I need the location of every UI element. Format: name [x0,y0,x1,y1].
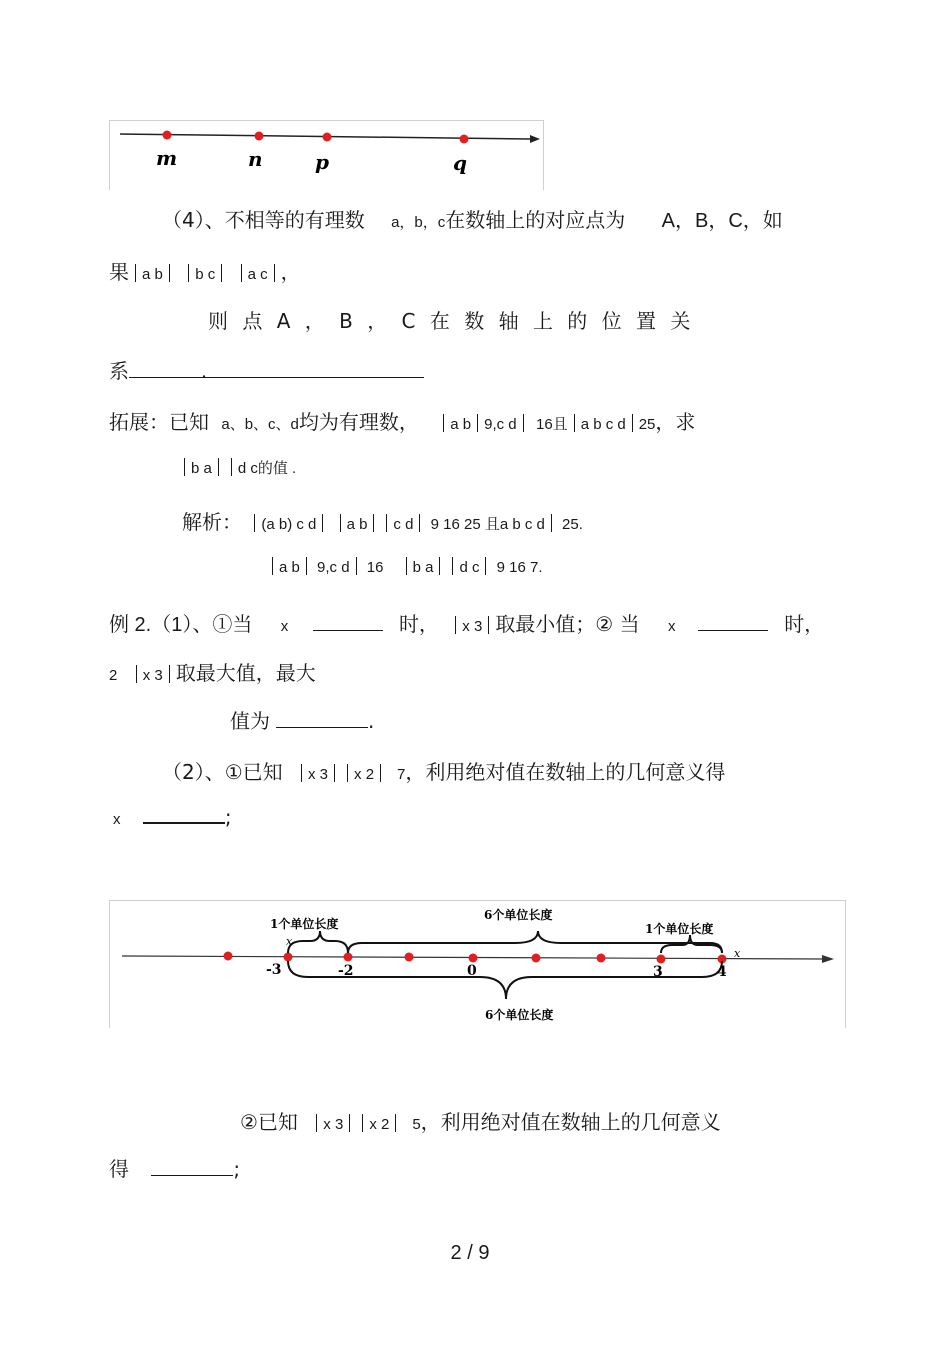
sol-expr-4: 9 16 25 且 [430,516,500,533]
part2-line1 [162,756,725,785]
part3-semi: ; [233,1157,241,1181]
part3-blank[interactable] [151,1175,233,1176]
ex2-max: 取最大值，最大 [175,661,316,685]
ext-line2 [178,457,296,478]
dot-1 [532,954,541,963]
ex2-abs-1: x 3 [462,618,483,635]
q4-cond-2: b c [195,266,216,283]
point-q [460,135,469,144]
sol-label: 解析： [182,510,242,534]
sol2-result: 9 16 7. [496,559,543,576]
label-6-units-bottom: 6个单位长度 [485,1008,554,1022]
tick-minus-3: -3 [266,962,282,978]
ex2-dot: . [368,709,375,733]
part2-line2 [113,805,232,829]
dot-minus-3 [284,953,293,962]
ex2-x-2: x [667,618,676,635]
ex2-line3 [230,705,374,734]
ext-ask: ，求 [655,410,696,434]
ex2-line2 [109,657,316,686]
q4-comma: ， [280,260,301,284]
tick-0: 0 [467,963,477,979]
q4-xi: 系 [109,359,129,383]
dot-minus-1 [405,953,414,962]
ext-line1 [109,406,695,435]
part3-val: 5 [412,1116,421,1133]
q4-points: A，B，C，如 [661,210,783,232]
label-p: p [315,150,329,174]
part2-x: x [113,811,121,828]
ex2-blank-3[interactable] [276,727,368,728]
part3-suffix: ，利用绝对值在数轴上的几何意义 [420,1110,721,1134]
part3-expr-1: x 3 [323,1116,344,1133]
ext-expr-3: a b c d [580,416,626,433]
sol-expr-6: 25. [562,516,583,533]
ex2-min: 取最小值；② 当 [495,612,640,636]
sol-expr-1: (a b) c d [261,516,317,533]
ext-val-3: 25 [638,416,656,433]
sol-line2 [266,557,543,576]
part2-expr-1: x 3 [308,766,329,783]
q4-line1 [162,204,783,233]
ext-q-end: 的值 . [257,460,297,477]
sol2-expr-2: c d [329,559,350,576]
sol2-expr-1: a b [279,559,300,576]
ext-q-expr-2: d c [237,460,258,477]
dot-3 [657,955,666,964]
q4-cond-3: a c [247,266,268,283]
ex2-blank-1[interactable] [313,630,383,631]
sol2-expr-3: b a [412,559,434,576]
ext-expr-2: c d [496,416,517,433]
q4-answer-blank-2[interactable] [279,377,424,378]
ex2-abs-2: x 3 [142,667,163,684]
sol-expr-2: a b [346,516,368,533]
part3-line1 [240,1106,721,1135]
ext-vars: a、b、c、d [221,416,299,433]
label-6-units-top: 6个单位长度 [484,908,553,922]
ex2-blank-2[interactable] [698,630,768,631]
ex2-x-1: x [280,618,289,635]
sol-line1 [182,506,583,535]
number-line-svg [110,121,543,189]
part2-blank[interactable] [143,822,225,824]
page-number: 2 / 9 [450,1242,490,1264]
tick-minus-2: -2 [338,963,354,979]
x-label-right: x [734,947,741,960]
braces-diagram-svg [110,901,845,1027]
sol-expr-3: c d [393,516,414,533]
ext-prefix: 拓展：已知 [109,410,209,434]
part3-prefix: ②已知 [240,1110,298,1134]
ex2-line1 [109,608,824,637]
x-label-left: x [286,935,293,948]
ex2-shi-2: 时， [784,612,825,636]
tick-3: 3 [653,964,663,980]
figure-number-line-mnpq [109,120,544,190]
ext-q-expr-1: b a [191,460,212,477]
q4-dot: . [200,359,208,383]
q4-line4 [109,355,424,384]
label-m: m [156,146,178,170]
dot-minus-2 [344,953,353,962]
q4-prefix: （4）、不相等的有理数 [162,208,365,232]
point-p [323,133,332,142]
part2-semi: ; [224,805,232,829]
figure-number-line-braces [109,900,846,1028]
part2-expr-2: x 2 [354,766,375,783]
dot-0 [469,954,478,963]
part3-de: 得 [109,1157,129,1181]
ex2-shi-1: 时， [398,612,439,636]
ex2-two: 2 [109,667,118,684]
sol2-expr-4: d c [459,559,480,576]
q4-cond-1: a b [142,266,163,283]
ext-expr-1: a b [450,416,472,433]
sol-expr-5: a b c d [499,516,545,533]
point-n [255,132,264,141]
sol2-val-1: 9, [317,559,330,576]
point-m [163,131,172,140]
label-1-unit-right: 1个单位长度 [645,922,714,936]
q4-mid: 在数轴上的对应点为 [445,208,626,232]
q4-vars: a，b，c [391,214,446,231]
label-1-unit-left: 1个单位长度 [270,917,339,931]
part2-suffix: ，利用绝对值在数轴上的几何意义得 [405,760,726,784]
ext-val-1: 9, [484,416,497,433]
q4-line2 [109,256,301,285]
part2-val: 7 [397,766,406,783]
dot-minus-4 [224,952,233,961]
q4-if: 果 [109,260,129,284]
sol2-val-2: 16 [366,559,384,576]
dot-2 [597,954,606,963]
label-n: n [248,147,263,171]
ext-mid: 均为有理数， [298,410,419,434]
ext-val-2: 16且 [536,416,568,433]
q4-line3: 则 点 A ， B ， C 在 数 轴 上 的 位 置 关 [208,309,691,333]
label-q: q [453,151,467,175]
part3-expr-2: x 2 [369,1116,390,1133]
tick-4: 4 [717,964,727,980]
part2-prefix: （2）、①已知 [162,760,283,784]
ex2-max-value: 值为 [230,709,270,733]
ex2-intro: 例 2.（1）、①当 [109,614,253,636]
part3-line2 [109,1153,240,1182]
